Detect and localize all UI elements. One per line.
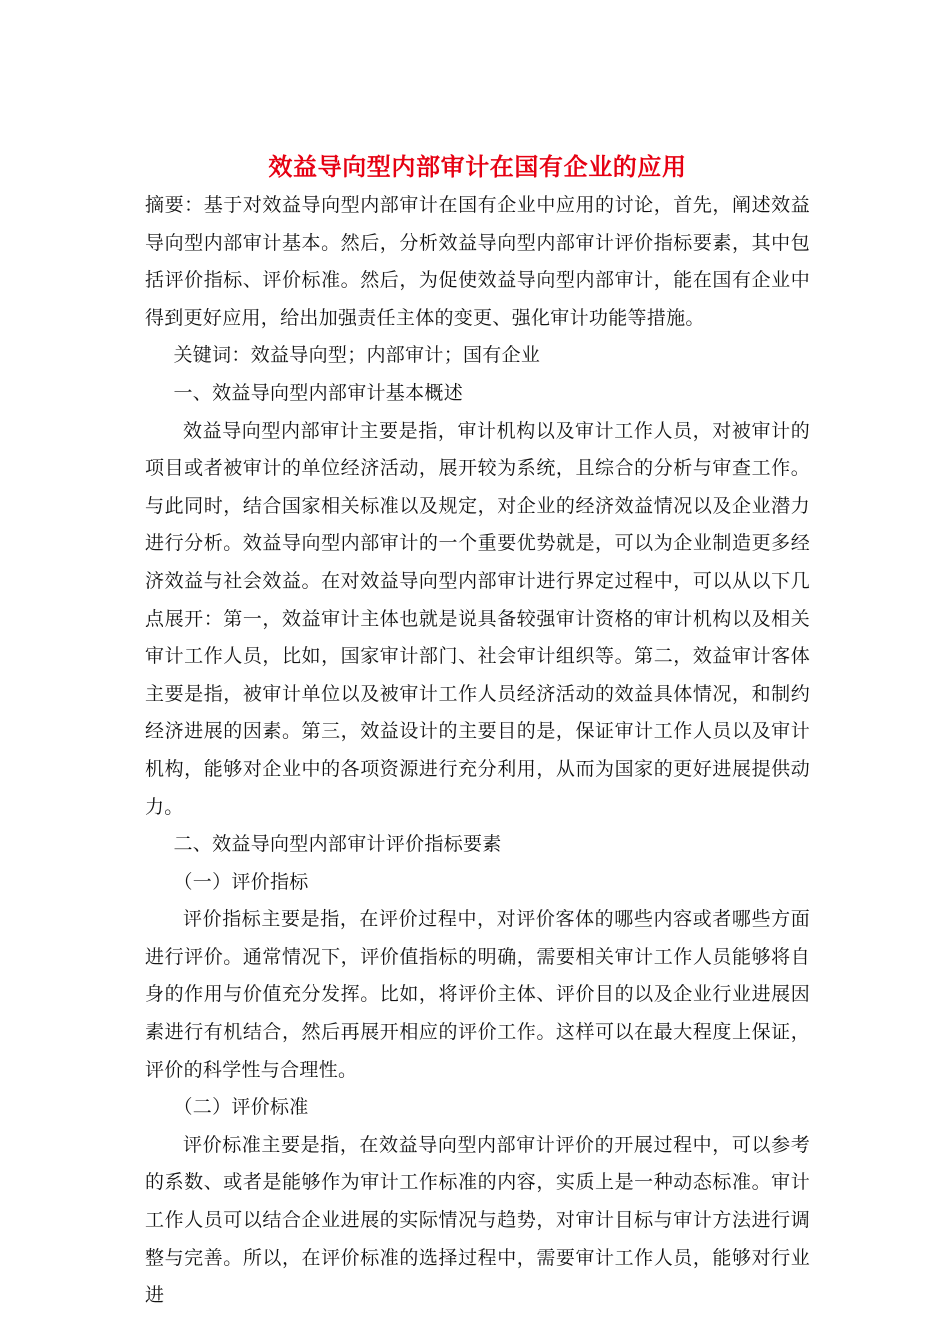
document-title: 效益导向型内部审计在国有企业的应用 — [268, 153, 687, 181]
abstract-paragraph: 摘要：基于对效益导向型内部审计在国有企业中应用的讨论，首先，阐述效益导向型内部审计基本。然后，分析效益导向型内部审计评价指标要素，其中包括评价指标、评价标准。然后，为促使效益导向型内部审计，能在国有企业中得到更好应用，给出加强责任主体的变更、强化审计功能等措施。 — [145, 194, 810, 329]
subsection-1-paragraph: 评价指标主要是指，在评价过程中，对评价客体的哪些内容或者哪些方面进行评价。通常情况下，评价值指标的明确，需要相关审计工作人员能够将自身的作用与价值充分发挥。比如，将评价主体、评价目的以及企业行业进展因素进行有机结合，然后再展开相应的评价工作。这样可以在最大程度上保证，评价的科学性与合理性。 — [145, 908, 810, 1081]
keywords-line: 关键词：效益导向型；内部审计；国有企业 — [173, 344, 541, 367]
subsection-2-paragraph: 评价标准主要是指，在效益导向型内部审计评价的开展过程中，可以参考的系数、或者是能够作为审计工作标准的内容，实质上是一种动态标准。审计工作人员可以结合企业进展的实际情况与趋势，对审计目标与审计方法进行调整与完善。所以，在评价标准的选择过程中，需要审计工作人员，能够对行业进 — [145, 1133, 810, 1307]
document-body — [145, 147, 810, 1315]
subsection-2-heading: （二）评价标准 — [173, 1096, 309, 1119]
subsection-1-heading: （一）评价指标 — [173, 870, 309, 893]
section-1-paragraph: 效益导向型内部审计主要是指，审计机构以及审计工作人员，对被审计的项目或者被审计的单位经济活动，展开较为系统，且综合的分析与审查工作。与此同时，结合国家相关标准以及规定，对企业的经济效益情况以及企业潜力进行分析。效益导向型内部审计的一个重要优势就是，可以为企业制造更多经济效益与社会效益。在对效益导向型内部审计进行界定过程中，可以从以下几点展开：第一，效益审计主体也就是说具备较强审计资格的审计机构以及相关审计工作人员，比如，国家审计部门、社会审计组织等。第二，效益审计客体主要是指，被审计单位以及被审计工作人员经济活动的效益具体情况，和制约经济进展的因素。第三，效益设计的主要目的是，保证审计工作人员以及审计机构，能够对企业中的各项资源进行充分利用，从而为国家的更好进展提供动力。 — [145, 419, 810, 818]
section-1-heading: 一、效益导向型内部审计基本概述 — [173, 381, 464, 404]
section-2-heading: 二、效益导向型内部审计评价指标要素 — [173, 833, 502, 856]
